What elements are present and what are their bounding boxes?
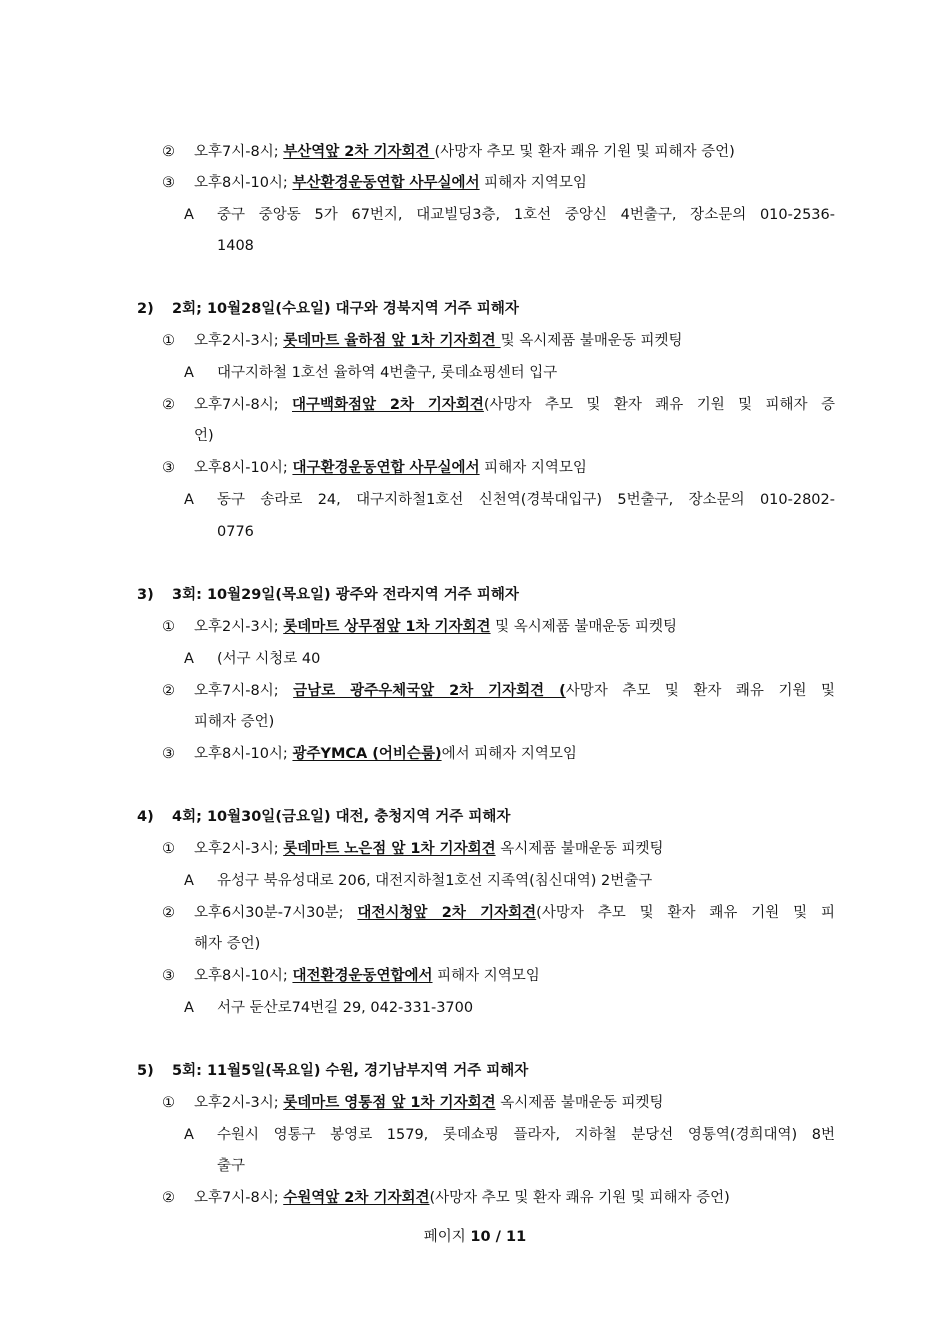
section-title: 5회: 11월5일(목요일) 수원, 경기남부지역 거주 피해자 — [172, 1063, 529, 1079]
schedule-item — [194, 744, 577, 764]
schedule-item — [194, 1093, 664, 1113]
item-place: 대구환경운동연합 사무실에서 — [292, 460, 480, 476]
item-place: 대전시청앞 2차 기자회견 — [357, 905, 537, 921]
item-time: 오후2시-3시; — [194, 1095, 284, 1111]
address-line: 중구 중앙동 5가 67번지, 대교빌딩3층, 1호선 중앙신 4번출구, 장소문의 010-2536- — [217, 207, 835, 223]
item-desc-cont: 해자 증언) — [194, 936, 261, 952]
item-place: 부산환경운동연합 사무실에서 — [292, 175, 480, 191]
schedule-item — [194, 681, 835, 701]
schedule-item — [194, 966, 540, 986]
item-marker: ① — [162, 841, 175, 857]
section-number: 3) — [137, 587, 154, 603]
address-marker: A — [184, 651, 194, 667]
address-line-cont: 1408 — [217, 238, 254, 254]
address-line: 서구 둔산로74번길 29, 042-331-3700 — [217, 1000, 474, 1016]
item-marker: ② — [162, 1190, 175, 1206]
item-place: 수원역앞 2차 기자회견 — [283, 1190, 430, 1206]
schedule-item — [194, 458, 587, 478]
item-desc: (사망자 추모 및 환자 쾌유 기원 및 피 — [536, 905, 835, 921]
address-line: (서구 시청로 40 — [217, 651, 321, 667]
item-place: 롯데마트 영통점 앞 1차 기자회견 — [283, 1095, 496, 1111]
item-place: 대구백화점앞 2차 기자회견 — [292, 397, 484, 413]
item-place: 롯데마트 노은점 앞 1차 기자회견 — [283, 841, 496, 857]
item-desc: 및 옥시제품 불매운동 피켓팅 — [490, 619, 678, 635]
item-time: 오후2시-3시; — [194, 619, 284, 635]
schedule-item — [194, 173, 587, 193]
item-desc: 옥시제품 불매운동 피켓팅 — [495, 841, 664, 857]
section-title: 4회; 10월30일(금요일) 대전, 충청지역 거주 피해자 — [172, 809, 511, 825]
item-place: 롯데마트 율하점 앞 1차 기자회견 — [283, 333, 501, 349]
item-marker: ③ — [162, 968, 175, 984]
address-line: 유성구 북유성대로 206, 대전지하철1호선 지족역(침신대역) 2번출구 — [217, 873, 653, 889]
address-marker: A — [184, 1127, 194, 1143]
item-time: 오후8시-10시; — [194, 460, 293, 476]
section-title: 3회: 10월29일(목요일) 광주와 전라지역 거주 피해자 — [172, 587, 519, 603]
address-marker: A — [184, 365, 194, 381]
page-footer — [0, 1227, 950, 1247]
schedule-item — [194, 903, 835, 923]
item-place: 금남로 광주우체국앞 2차 기자회견 ( — [293, 683, 566, 699]
address-marker: A — [184, 873, 194, 889]
page-current: 10 — [470, 1229, 491, 1245]
item-desc: (사망자 추모 및 환자 쾌유 기원 및 피해자 증언) — [429, 1190, 730, 1206]
schedule-item — [194, 839, 664, 859]
item-marker: ① — [162, 1095, 175, 1111]
item-time: 오후2시-3시; — [194, 333, 284, 349]
schedule-item — [194, 331, 683, 351]
item-time: 오후6시30분-7시30분; — [194, 905, 358, 921]
item-desc: 옥시제품 불매운동 피켓팅 — [495, 1095, 664, 1111]
item-marker: ② — [162, 905, 175, 921]
item-time: 오후7시-8시; — [194, 1190, 284, 1206]
section-number: 2) — [137, 301, 154, 317]
item-time: 오후8시-10시; — [194, 968, 293, 984]
address-marker: A — [184, 207, 194, 223]
section-title: 2회; 10월28일(수요일) 대구와 경북지역 거주 피해자 — [172, 301, 519, 317]
page-label: 페이지 — [423, 1229, 471, 1245]
address-marker: A — [184, 492, 194, 508]
item-desc-cont: 피해자 증언) — [194, 714, 275, 730]
item-desc: (사망자 추모 및 환자 쾌유 기원 및 피해자 증언) — [434, 144, 735, 160]
item-desc: 피해자 지역모임 — [479, 175, 587, 191]
schedule-item — [194, 142, 735, 162]
schedule-item — [194, 1188, 730, 1208]
item-place: 대전환경운동연합에서 — [292, 968, 433, 984]
item-time: 오후7시-8시; — [194, 683, 294, 699]
address-line: 대구지하철 1호선 율하역 4번출구, 롯데쇼핑센터 입구 — [217, 365, 558, 381]
item-marker: ② — [162, 397, 175, 413]
page-separator: / — [490, 1229, 507, 1245]
item-marker: ② — [162, 683, 175, 699]
item-marker: ③ — [162, 746, 175, 762]
item-time: 오후7시-8시; — [194, 144, 284, 160]
item-time: 오후2시-3시; — [194, 841, 284, 857]
section-number: 5) — [137, 1063, 154, 1079]
item-marker: ① — [162, 333, 175, 349]
item-marker: ① — [162, 619, 175, 635]
address-line: 동구 송라로 24, 대구지하철1호선 신천역(경북대입구) 5번출구, 장소문의 010-2802- — [217, 492, 835, 508]
item-time: 오후8시-10시; — [194, 175, 293, 191]
item-place: 롯데마트 상무점앞 1차 기자회견 — [283, 619, 491, 635]
section-number: 4) — [137, 809, 154, 825]
item-desc-cont: 언) — [194, 428, 214, 444]
address-line-cont: 출구 — [217, 1158, 246, 1174]
page-total: 11 — [506, 1229, 527, 1245]
item-marker: ② — [162, 144, 175, 160]
item-desc: 및 옥시제품 불매운동 피켓팅 — [500, 333, 683, 349]
item-time: 오후8시-10시; — [194, 746, 293, 762]
item-desc: 사망자 추모 및 환자 쾌유 기원 및 — [565, 683, 835, 699]
item-place: 광주YMCA (어비슨룸) — [292, 746, 442, 762]
schedule-item — [194, 395, 835, 415]
item-desc: 피해자 지역모임 — [432, 968, 540, 984]
item-desc: 에서 피해자 지역모임 — [441, 746, 577, 762]
item-desc: (사망자 추모 및 환자 쾌유 기원 및 피해자 증 — [483, 397, 835, 413]
item-time: 오후7시-8시; — [194, 397, 293, 413]
item-marker: ③ — [162, 460, 175, 476]
item-marker: ③ — [162, 175, 175, 191]
item-desc: 피해자 지역모임 — [479, 460, 587, 476]
address-line: 수원시 영통구 봉영로 1579, 롯데쇼핑 플라자, 지하철 분당선 영통역(경희대역) 8번 — [217, 1127, 835, 1143]
item-place: 부산역앞 2차 기자회견 — [283, 144, 435, 160]
address-line-cont: 0776 — [217, 524, 254, 540]
address-marker: A — [184, 1000, 194, 1016]
schedule-item — [194, 617, 677, 637]
